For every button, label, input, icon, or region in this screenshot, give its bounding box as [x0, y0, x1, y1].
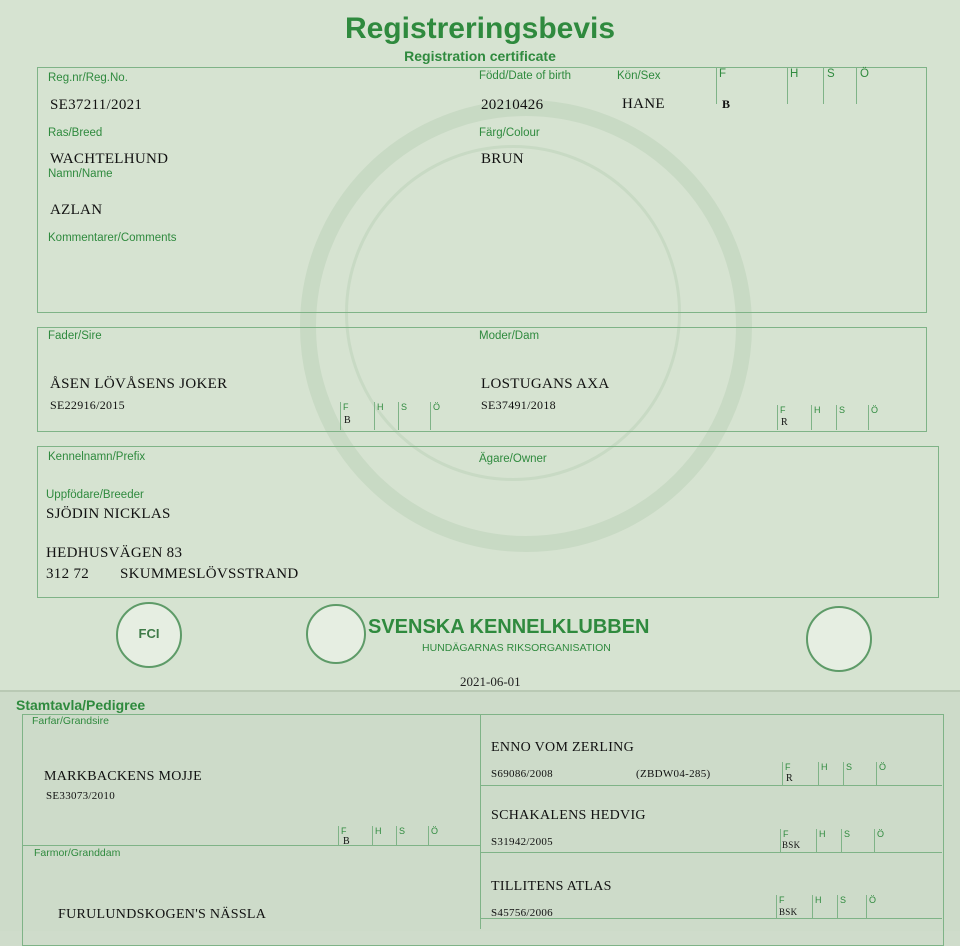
ggd1-health-h-label: H [819, 829, 826, 839]
grandsire-name: MARKBACKENS MOJJE [44, 769, 202, 784]
dam-reg: SE37491/2018 [481, 398, 556, 412]
org-subtitle: HUNDÄGARNAS RIKSORGANISATION [422, 642, 611, 654]
breed-label: Ras/Breed [48, 127, 103, 139]
grandsire-health-f-value: B [343, 836, 350, 847]
pedigree-divider [480, 785, 942, 786]
divider [776, 895, 777, 918]
divider [876, 762, 877, 785]
colour-value: BRUN [481, 151, 524, 167]
divider [780, 829, 781, 852]
divider [428, 826, 429, 846]
org-name: SVENSKA KENNELKLUBBEN [368, 616, 650, 638]
ggs1-health-h-label: H [821, 762, 828, 772]
divider [338, 826, 339, 846]
dam-name: LOSTUGANS AXA [481, 376, 610, 392]
divider [868, 405, 869, 430]
divider [811, 405, 812, 430]
sire-health-f-value: B [344, 415, 351, 426]
sex-label: Kön/Sex [617, 70, 661, 82]
ggs2-health-h-label: H [815, 895, 822, 905]
sire-name: ÅSEN LÖVÅSENS JOKER [50, 376, 228, 392]
divider [396, 826, 397, 846]
ggs1-health-o-label: Ö [879, 762, 887, 772]
ggs1-health-f-value: R [786, 773, 793, 784]
colour-label: Färg/Colour [479, 127, 540, 139]
sex-value: HANE [622, 96, 665, 112]
comments-label: Kommentarer/Comments [48, 232, 177, 244]
breeder-zip: 312 72 [46, 566, 90, 582]
reg-number: SE37211/2021 [50, 97, 143, 113]
ggd1-health-f-value: BSK [782, 840, 801, 850]
skk-emblem [306, 604, 366, 664]
sire-reg: SE22916/2015 [50, 398, 125, 412]
ggs2-health-s-label: S [840, 895, 847, 905]
ggd1-health-o-label: Ö [877, 829, 885, 839]
dam-health-h-label: H [814, 405, 821, 415]
divider [372, 826, 373, 846]
divider [430, 402, 431, 430]
divider [874, 829, 875, 852]
sire-health-o-label: Ö [433, 402, 441, 412]
grandsire-health-h-label: H [375, 826, 382, 836]
pedigree-divider [480, 852, 942, 853]
reg-label: Reg.nr/Reg.No. [48, 72, 128, 84]
issue-date: 2021-06-01 [460, 674, 521, 689]
divider [823, 68, 824, 104]
ggd1-reg: S31942/2005 [491, 836, 553, 848]
health-f-value: B [722, 97, 731, 111]
divider [866, 895, 867, 918]
divider [856, 68, 857, 104]
health-o-label: Ö [860, 68, 869, 80]
dog-name: AZLAN [50, 202, 103, 218]
divider [841, 829, 842, 852]
ggs1-name: ENNO VOM ZERLING [491, 740, 634, 755]
ggd1-health-s-label: S [844, 829, 851, 839]
dam-health-s-label: S [839, 405, 846, 415]
divider [777, 405, 778, 430]
divider [818, 762, 819, 785]
ggs1-health-f-label: F [785, 762, 791, 772]
pedigree-title: Stamtavla/Pedigree [16, 697, 146, 713]
breeder-label: Uppfödare/Breeder [46, 489, 144, 501]
dam-health-f-value: R [781, 417, 788, 428]
fci-logo: FCI [116, 602, 182, 668]
grandsire-health-f-label: F [341, 826, 347, 836]
health-s-label: S [827, 68, 835, 80]
ggs1-health-s-label: S [846, 762, 853, 772]
divider [836, 405, 837, 430]
divider [787, 68, 788, 104]
divider [398, 402, 399, 430]
owner-label: Ägare/Owner [479, 453, 547, 465]
name-label: Namn/Name [48, 168, 113, 180]
pedigree-divider [22, 845, 480, 846]
divider [782, 762, 783, 785]
dam-health-o-label: Ö [871, 405, 879, 415]
ggs2-name: TILLITENS ATLAS [491, 879, 612, 894]
health-h-label: H [790, 68, 799, 80]
ggs2-health-o-label: Ö [869, 895, 877, 905]
ggs1-reg: S69086/2008 [491, 768, 553, 780]
pedigree-divider [480, 714, 481, 929]
divider [716, 68, 717, 104]
ggs2-reg: S45756/2006 [491, 907, 553, 919]
prefix-label: Kennelnamn/Prefix [48, 451, 146, 463]
granddam-name: FURULUNDSKOGEN'S NÄSSLA [58, 907, 267, 922]
breeder-city: SKUMMESLÖVSSTRAND [120, 566, 299, 582]
nku-logo [806, 606, 872, 672]
grandsire-label: Farfar/Grandsire [32, 715, 110, 727]
breeder-name: SJÖDIN NICKLAS [46, 506, 171, 522]
health-f-label: F [719, 68, 727, 80]
ggs1-extra: (ZBDW04-285) [636, 768, 711, 780]
grandsire-health-s-label: S [399, 826, 406, 836]
divider [340, 402, 341, 430]
breed-value: WACHTELHUND [50, 151, 169, 167]
sire-health-f-label: F [343, 402, 349, 412]
page-title: Registreringsbevis [344, 12, 616, 45]
dam-health-f-label: F [780, 405, 786, 415]
granddam-label: Farmor/Granddam [34, 847, 121, 859]
ggd1-health-f-label: F [783, 829, 789, 839]
dam-label: Moder/Dam [479, 330, 540, 342]
sire-health-s-label: S [401, 402, 408, 412]
dob-value: 20210426 [481, 97, 544, 113]
sire-health-h-label: H [377, 402, 384, 412]
grandsire-reg: SE33073/2010 [46, 790, 115, 802]
divider [837, 895, 838, 918]
divider [374, 402, 375, 430]
sire-label: Fader/Sire [48, 330, 102, 342]
ggs2-health-f-label: F [779, 895, 785, 905]
divider [816, 829, 817, 852]
divider [843, 762, 844, 785]
ggd1-name: SCHAKALENS HEDVIG [491, 808, 646, 823]
divider [812, 895, 813, 918]
page-subtitle: Registration certificate [404, 48, 556, 64]
dob-label: Född/Date of birth [479, 70, 572, 82]
breeder-address: HEDHUSVÄGEN 83 [46, 545, 183, 561]
grandsire-health-o-label: Ö [431, 826, 439, 836]
ggs2-health-f-value: BSK [779, 907, 798, 917]
